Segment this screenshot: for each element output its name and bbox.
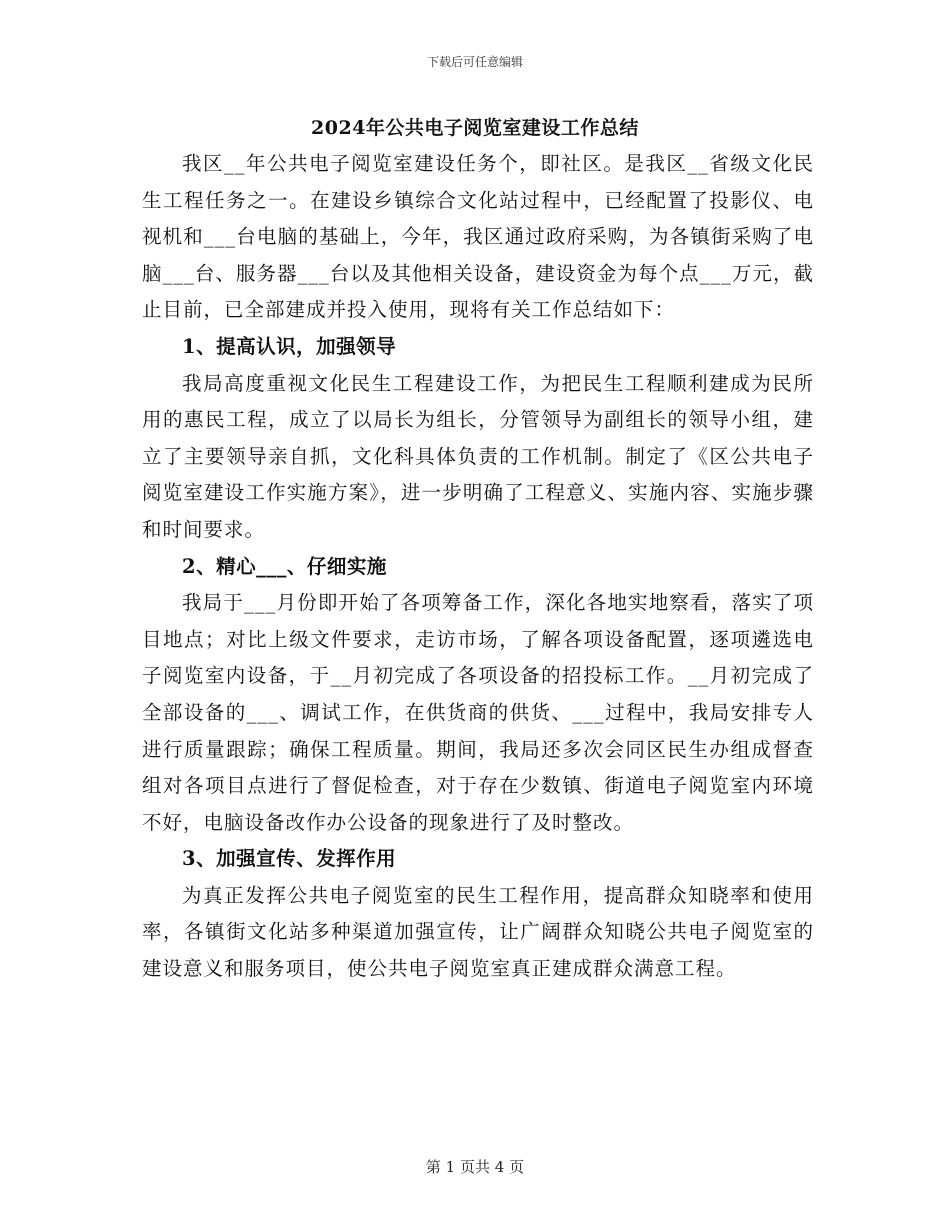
page-header-note: 下载后可任意编辑 xyxy=(426,55,523,69)
section-body-1: 我局高度重视文化民生工程建设工作，为把民生工程顺利建成为民所用的惠民工程，成立了以局长为组长，分管领导为副组长的领导小组，建立了主要领导亲自抓，文化科具体负责的工作机制。制定了《区公共电子阅览室建设工作实施方案》，进一步明确了工程意义、实施内容、实施步骤和时间要求。 xyxy=(142,371,814,541)
page-number: 第 1 页共 4 页 xyxy=(425,1158,525,1176)
intro-paragraph: 我区__年公共电子阅览室建设任务个，即社区。是我区__省级文化民生工程任务之一。在建设乡镇综合文化站过程中，已经配置了投影仪、电视机和___台电脑的基础上，今年，我区通过政府采购，为各镇街采购了电脑___台、服务器___台以及其他相关设备，建设资金为每个点___万元，截止目前，已全部建成并投入使用，现将有关工作总结如下： xyxy=(142,152,814,322)
section-heading-2: 2、精心___、仔细实施 xyxy=(182,554,387,578)
document-title: 2024年公共电子阅览室建设工作总结 xyxy=(311,117,639,139)
document-body xyxy=(142,146,814,988)
section-heading-1: 1、提高认识，加强领导 xyxy=(182,334,397,358)
section-body-3: 为真正发挥公共电子阅览室的民生工程作用，提高群众知晓率和使用率，各镇街文化站多种渠道加强宣传，让广阔群众知晓公共电子阅览室的建设意义和服务项目，使公共电子阅览室真正建成群众满意工程。 xyxy=(142,883,814,981)
section-heading-3: 3、加强宣传、发挥作用 xyxy=(182,847,397,871)
section-body-2: 我局于___月份即开始了各项筹备工作，深化各地实地察看，落实了项目地点；对比上级文件要求，走访市场，了解各项设备配置，逐项遴选电子阅览室内设备，于__月初完成了各项设备的招投标工作。__月初完成了全部设备的___、调试工作，在供货商的供货、___过程中，我局安排专人进行质量跟踪；确保工程质量。期间，我局还多次会同区民生办组成督查组对各项目点进行了督促检查，对于存在少数镇、街道电子阅览室内环境不好，电脑设备改作办公设备的现象进行了及时整改。 xyxy=(142,591,814,834)
